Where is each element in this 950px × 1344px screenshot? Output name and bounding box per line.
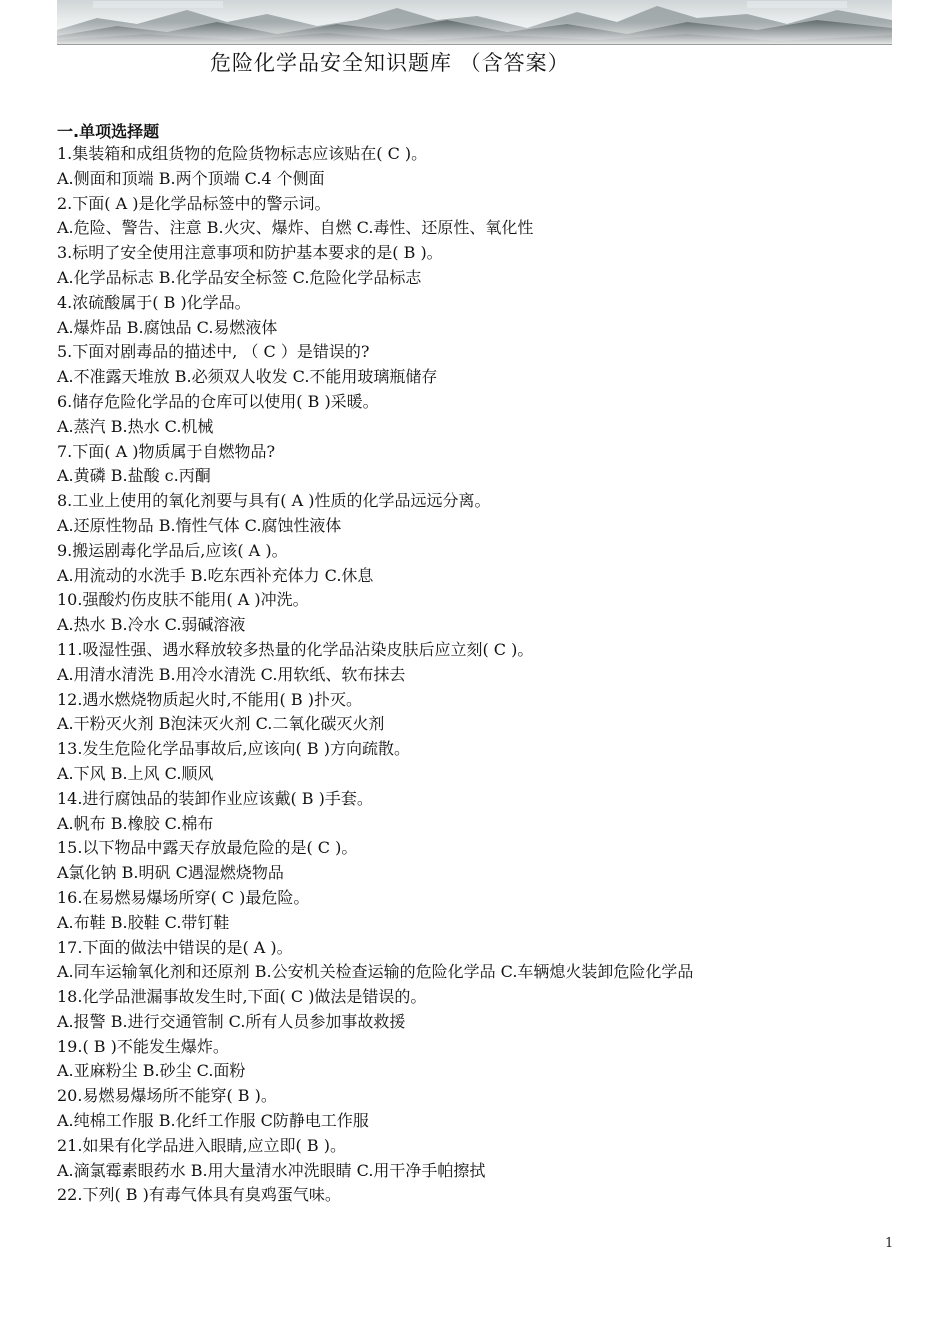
options-21: A.滴氯霉素眼药水 B.用大量清水冲洗眼睛 C.用干净手帕擦拭 bbox=[57, 1160, 486, 1180]
section-heading: 一.单项选择题 bbox=[57, 122, 160, 141]
options-6: A.蒸汽 B.热水 C.机械 bbox=[57, 416, 214, 436]
page-number: 1 bbox=[885, 1236, 894, 1251]
question-15: 15.以下物品中露天存放最危险的是( C )。 bbox=[57, 838, 358, 858]
banner-caption-left bbox=[93, 1, 223, 8]
question-11: 11.吸湿性强、遇水释放较多热量的化学品沾染皮肤后应立刻( C )。 bbox=[57, 639, 534, 659]
options-7: A.黄磷 B.盐酸 c.丙酮 bbox=[57, 466, 211, 486]
options-9: A.用流动的水洗手 B.吃东西补充体力 C.休息 bbox=[57, 565, 374, 585]
options-19: A.亚麻粉尘 B.砂尘 C.面粉 bbox=[57, 1061, 246, 1081]
options-10: A.热水 B.冷水 C.弱碱溶液 bbox=[57, 615, 246, 635]
options-5: A.不准露天堆放 B.必须双人收发 C.不能用玻璃瓶储存 bbox=[57, 367, 438, 387]
question-10: 10.强酸灼伤皮肤不能用( A )冲洗。 bbox=[57, 590, 309, 610]
question-14: 14.进行腐蚀品的装卸作业应该戴( B )手套。 bbox=[57, 788, 373, 808]
options-11: A.用清水清洗 B.用冷水清洗 C.用软纸、软布抹去 bbox=[57, 664, 406, 684]
question-17: 17.下面的做法中错误的是( A )。 bbox=[57, 937, 293, 957]
options-8: A.还原性物品 B.惰性气体 C.腐蚀性液体 bbox=[57, 515, 342, 535]
options-15: A氯化钠 B.明矾 C遇湿燃烧物品 bbox=[57, 863, 284, 883]
header-banner-image bbox=[57, 0, 892, 45]
options-13: A.下风 B.上风 C.顺风 bbox=[57, 763, 214, 783]
question-20: 20.易燃易爆场所不能穿( B )。 bbox=[57, 1086, 277, 1106]
question-19: 19.( B )不能发生爆炸。 bbox=[57, 1036, 229, 1056]
mountain-landscape-illustration bbox=[57, 0, 892, 44]
options-18: A.报警 B.进行交通管制 C.所有人员参加事故救援 bbox=[57, 1011, 406, 1031]
options-3: A.化学品标志 B.化学品安全标签 C.危险化学品标志 bbox=[57, 267, 422, 287]
options-1: A.侧面和顶端 B.两个顶端 C.4 个侧面 bbox=[57, 168, 325, 188]
question-list bbox=[57, 142, 937, 1208]
question-8: 8.工业上使用的氧化剂要与具有( A )性质的化学品远远分离。 bbox=[57, 491, 491, 511]
options-4: A.爆炸品 B.腐蚀品 C.易燃液体 bbox=[57, 317, 278, 337]
question-4: 4.浓硫酸属于( B )化学品。 bbox=[57, 292, 251, 312]
question-22: 22.下列( B )有毒气体具有臭鸡蛋气味。 bbox=[57, 1185, 341, 1205]
document-title: 危险化学品安全知识题库 （含答案） bbox=[210, 51, 570, 75]
options-12: A.干粉灭火剂 B泡沫灭火剂 C.二氧化碳灭火剂 bbox=[57, 714, 385, 734]
question-9: 9.搬运剧毒化学品后,应该( A )。 bbox=[57, 540, 288, 560]
question-21: 21.如果有化学品进入眼睛,应立即( B )。 bbox=[57, 1135, 346, 1155]
question-16: 16.在易燃易爆场所穿( C )最危险。 bbox=[57, 887, 310, 907]
question-2: 2.下面( A )是化学品标签中的警示词。 bbox=[57, 193, 331, 213]
options-14: A.帆布 B.橡胶 C.棉布 bbox=[57, 813, 214, 833]
question-6: 6.储存危险化学品的仓库可以使用( B )采暖。 bbox=[57, 391, 379, 411]
question-5: 5.下面对剧毒品的描述中, （ C ）是错误的? bbox=[57, 342, 370, 362]
question-12: 12.遇水燃烧物质起火时,不能用( B )扑灭。 bbox=[57, 689, 362, 709]
question-3: 3.标明了安全使用注意事项和防护基本要求的是( B )。 bbox=[57, 243, 443, 263]
banner-caption-right bbox=[747, 1, 847, 8]
options-20: A.纯棉工作服 B.化纤工作服 C防静电工作服 bbox=[57, 1111, 369, 1131]
options-17: A.同车运输氧化剂和还原剂 B.公安机关检查运输的危险化学品 C.车辆熄火装卸危险化学品 bbox=[57, 962, 694, 982]
question-18: 18.化学品泄漏事故发生时,下面( C )做法是错误的。 bbox=[57, 987, 427, 1007]
question-1: 1.集装箱和成组货物的危险货物标志应该贴在( C )。 bbox=[57, 144, 428, 163]
question-7: 7.下面( A )物质属于自燃物品? bbox=[57, 441, 276, 461]
question-13: 13.发生危险化学品事故后,应该向( B )方向疏散。 bbox=[57, 739, 410, 759]
options-2: A.危险、警告、注意 B.火灾、爆炸、自燃 C.毒性、还原性、氧化性 bbox=[57, 218, 534, 238]
options-16: A.布鞋 B.胶鞋 C.带钉鞋 bbox=[57, 912, 230, 932]
